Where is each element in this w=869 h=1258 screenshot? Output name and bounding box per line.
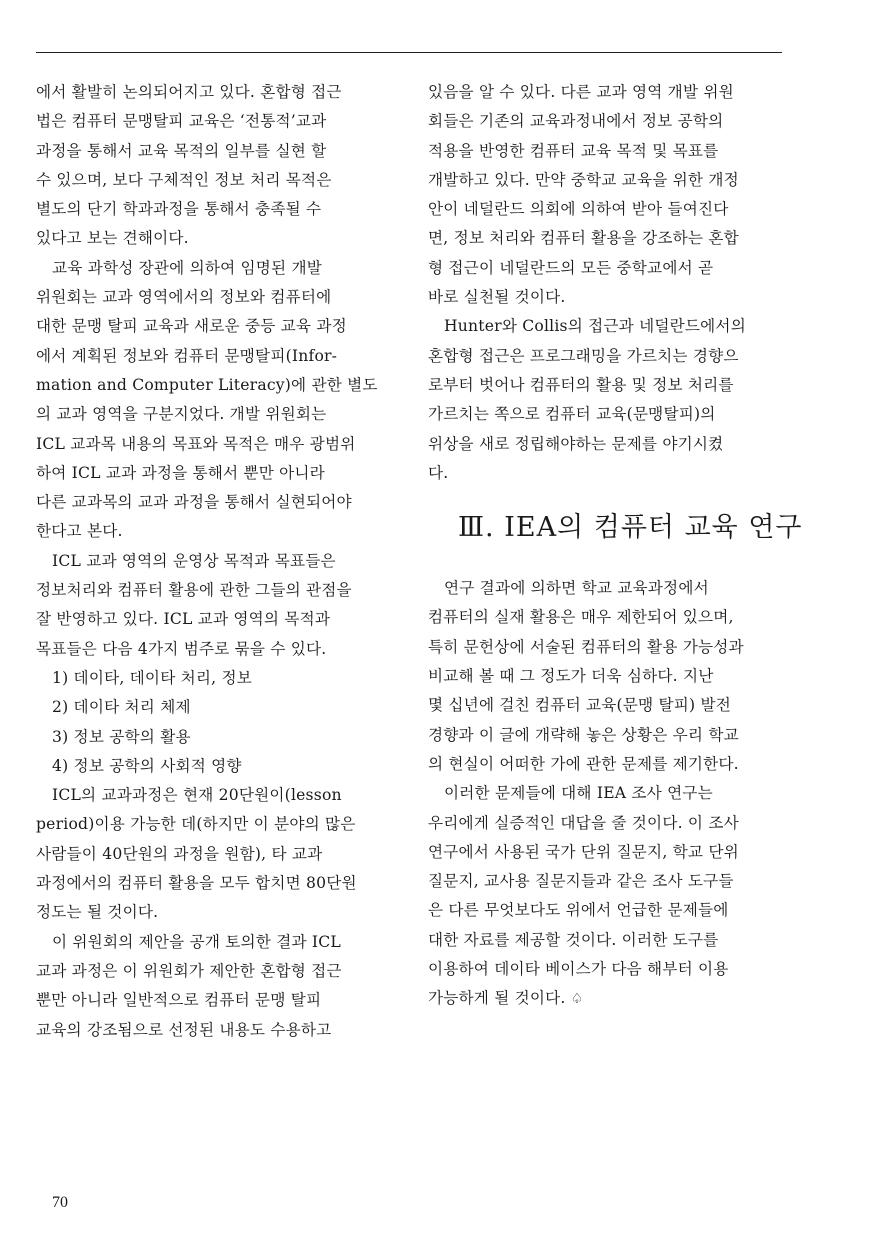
paragraph-line: 개발하고 있다. 만약 중학교 교육을 위한 개정	[428, 170, 739, 189]
paragraph-line: 정보처리와 컴퓨터 활용에 관한 그들의 관점을	[36, 581, 352, 600]
paragraph-line: 특히 문헌상에 서술된 컴퓨터의 활용 가능성과	[428, 637, 744, 656]
section-heading: Ⅲ. IEA의 컴퓨터 교육 연구	[458, 512, 803, 544]
paragraph-line: 경향과 이 글에 개략해 놓은 상황은 우리 학교	[428, 725, 739, 744]
paragraph-line: 이 위원회의 제안을 공개 토의한 결과 ICL	[52, 932, 341, 951]
paragraph-line: 있다고 보는 견해이다.	[36, 229, 189, 248]
paragraph-line: 의 교과 영역을 구분지었다. 개발 위원회는	[36, 405, 327, 424]
paragraph-line: 목표들은 다음 4가지 범주로 묶을 수 있다.	[36, 639, 327, 658]
top-rule	[36, 52, 782, 53]
paragraph-line: 법은 컴퓨터 문맹탈피 교육은 ‘전통적’교과	[36, 112, 327, 131]
paragraph-line: 있음을 알 수 있다. 다른 교과 영역 개발 위원	[428, 83, 734, 101]
paragraph-line: 정도는 될 것이다.	[36, 903, 159, 922]
paragraph-line: 연구에서 사용된 국가 단위 질문지, 학교 단위	[428, 842, 739, 861]
paragraph-line: 대한 자료를 제공할 것이다. 이러한 도구를	[428, 930, 719, 949]
list-item: 1) 데이타, 데이타 처리, 정보	[52, 668, 252, 687]
paragraph-line: 안이 네덜란드 의회에 의하여 받아 들여진다	[428, 200, 729, 219]
paragraph-line: 교과 과정은 이 위원회가 제안한 혼합형 접근	[36, 961, 342, 980]
list-item: 4) 정보 공학의 사회적 영향	[52, 756, 242, 775]
paragraph-line: 연구 결과에 의하면 학교 교육과정에서	[444, 579, 709, 598]
paragraph-line: 이용하여 데이타 베이스가 다음 해부터 이용	[428, 960, 729, 979]
paragraph-line: 위상을 새로 정립해야하는 문제를 야기시켰	[428, 434, 724, 453]
paragraph-line: mation and Computer Literacy)에 관한 별도	[36, 375, 378, 394]
paragraph-line: 적용을 반영한 컴퓨터 교육 목적 및 목표를	[428, 141, 719, 160]
paragraph-line: 에서 활발히 논의되어지고 있다. 혼합형 접근	[36, 83, 342, 101]
paragraph-line: 과정에서의 컴퓨터 활용을 모두 합치면 80단원	[36, 874, 357, 893]
paragraph-line: 의 현실이 어떠한 가에 관한 문제를 제기한다.	[428, 754, 739, 773]
paragraph-line-text: 가능하게 될 것이다.	[428, 989, 566, 1008]
paragraph-line: 대한 문맹 탈피 교육과 새로운 중등 교육 과정	[36, 317, 347, 336]
list-item: 2) 데이타 처리 체제	[52, 698, 191, 717]
paragraph-line: 이러한 문제들에 대해 IEA 조사 연구는	[444, 784, 713, 803]
paragraph-line: 위원회는 교과 영역에서의 정보와 컴퓨터에	[36, 288, 332, 307]
paragraph-line: 질문지, 교사용 질문지들과 같은 조사 도구들	[428, 872, 734, 891]
paragraph-line: 수 있으며, 보다 구체적인 정보 처리 목적은	[36, 170, 332, 189]
paragraph-line: Hunter와 Collis의 접근과 네덜란드에서의	[444, 317, 746, 336]
paragraph-line: ICL 교과 영역의 운영상 목적과 목표들은	[52, 551, 336, 570]
paragraph-line: 에서 계획된 정보와 컴퓨터 문맹탈피(Infor-	[36, 346, 338, 365]
paragraph-line: 다른 교과목의 교과 과정을 통해서 실현되어야	[36, 493, 352, 512]
paragraph-line: ICL의 교과과정은 현재 20단원이(lesson	[52, 786, 342, 805]
paragraph-line: 한다고 본다.	[36, 522, 123, 541]
paragraph-line: 비교해 볼 때 그 정도가 더욱 심하다. 지난	[428, 667, 714, 686]
paragraph-line: 혼합형 접근은 프로그래밍을 가르치는 경향으	[428, 346, 739, 365]
list-item: 3) 정보 공학의 활용	[52, 727, 191, 746]
paragraph-line: 로부터 벗어나 컴퓨터의 활용 및 정보 처리를	[428, 375, 734, 394]
paragraph-line: 형 접근이 네덜란드의 모든 중학교에서 곧	[428, 258, 714, 277]
paragraph-line: 별도의 단기 학과과정을 통해서 충족될 수	[36, 200, 322, 219]
paragraph-line: 다.	[428, 463, 449, 482]
paragraph-line: 면, 정보 처리와 컴퓨터 활용을 강조하는 혼합	[428, 229, 739, 248]
paragraph-line: 회들은 기존의 교육과정내에서 정보 공학의	[428, 112, 724, 131]
paragraph-line: 우리에게 실증적인 대답을 줄 것이다. 이 조사	[428, 813, 739, 832]
paragraph-line: 교육 과학성 장관에 의하여 임명된 개발	[52, 258, 323, 277]
paragraph-line: 가르치는 쪽으로 컴퓨터 교육(문맹탈피)의	[428, 405, 716, 424]
paragraph-line: 뿐만 아니라 일반적으로 컴퓨터 문맹 탈피	[36, 991, 322, 1010]
paragraph-line: ICL 교과목 내용의 목표와 목적은 매우 광범위	[36, 434, 356, 453]
left-column	[36, 78, 390, 1045]
page-number: 70	[52, 1194, 68, 1211]
end-mark-icon: ♤	[570, 991, 584, 1008]
paragraph-line	[428, 984, 782, 1013]
paragraph-line: 하여 ICL 교과 과정을 통해서 뿐만 아니라	[36, 463, 325, 482]
paragraph-line: 은 다른 무엇보다도 위에서 언급한 문제들에	[428, 901, 729, 920]
paragraph-line: 교육의 강조됨으로 선정된 내용도 수용하고	[36, 1020, 332, 1039]
paragraph-line: 과정을 통해서 교육 목적의 일부를 실현 할	[36, 141, 327, 160]
paragraph-line: 사람들이 40단원의 과정을 원함), 타 교과	[36, 844, 323, 863]
paragraph-line: 잘 반영하고 있다. ICL 교과 영역의 목적과	[36, 610, 331, 629]
paragraph-line: 바로 실천될 것이다.	[428, 288, 566, 307]
right-column	[428, 78, 803, 1014]
paragraph-line: period)이용 가능한 데(하지만 이 분야의 많은	[36, 815, 356, 834]
paragraph-line: 몇 십년에 걸친 컴퓨터 교육(문맹 탈피) 발전	[428, 696, 731, 715]
paragraph-line: 컴퓨터의 실재 활용은 매우 제한되어 있으며,	[428, 608, 734, 627]
